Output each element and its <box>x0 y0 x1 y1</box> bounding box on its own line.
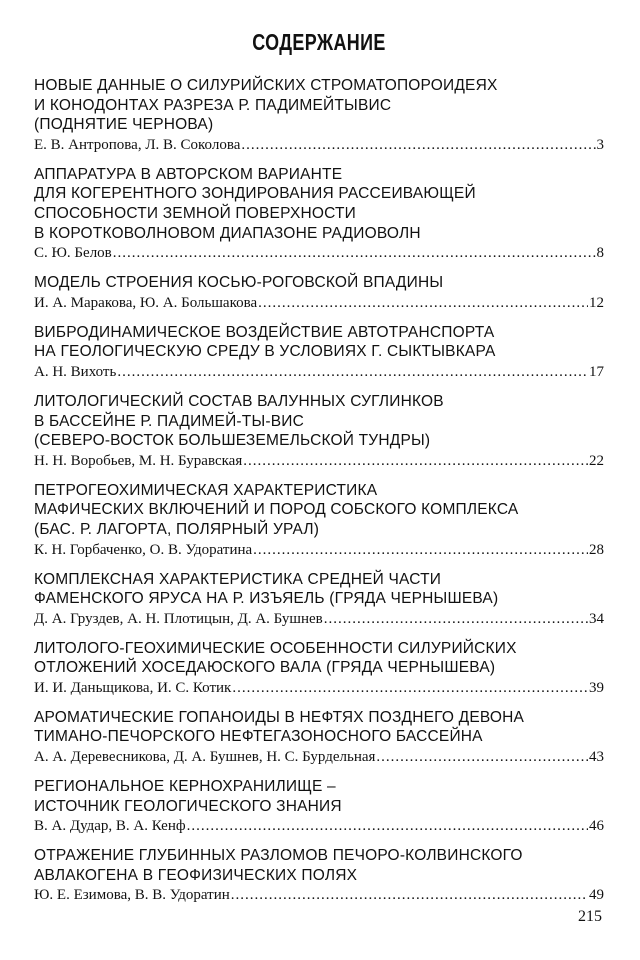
toc-entry[interactable] <box>34 708 604 767</box>
toc-entry-line <box>34 816 604 836</box>
toc-entry[interactable] <box>34 323 604 382</box>
toc-entry[interactable] <box>34 76 604 155</box>
toc-entry-authors: А. Н. Вихоть <box>34 363 117 380</box>
toc-entry-authors: Н. Н. Воробьев, М. Н. Буравская <box>34 452 243 469</box>
toc-entry-line <box>34 451 604 471</box>
toc-leader-dots <box>324 609 588 629</box>
toc-entry-page: 39 <box>589 679 604 696</box>
toc-entry[interactable] <box>34 846 604 905</box>
toc-entry-page: 49 <box>589 887 604 904</box>
toc-entry-title: ОТРАЖЕНИЕ ГЛУБИННЫХ РАЗЛОМОВ ПЕЧОРО-КОЛВИНСКОГО АВЛАКОГЕНА В ГЕОФИЗИЧЕСКИХ ПОЛЯХ <box>34 847 523 884</box>
toc-entry-line <box>34 678 604 698</box>
toc-entry-title: РЕГИОНАЛЬНОЕ КЕРНОХРАНИЛИЩЕ – ИСТОЧНИК ГЕОЛОГИЧЕСКОГО ЗНАНИЯ <box>34 778 342 815</box>
toc-page <box>34 26 604 915</box>
toc-entry-title: ПЕТРОГЕОХИМИЧЕСКАЯ ХАРАКТЕРИСТИКА МАФИЧЕСКИХ ВКЛЮЧЕНИЙ И ПОРОД СОБСКОГО КОМПЛЕКСА (БАС. Р. ЛАГОРТА, ПОЛЯРНЫЙ УРАЛ) <box>34 481 519 538</box>
toc-leader-dots <box>376 747 588 767</box>
toc-entry-title: ЛИТОЛОГИЧЕСКИЙ СОСТАВ ВАЛУННЫХ СУГЛИНКОВ В БАССЕЙНЕ Р. ПАДИМЕЙ-ТЫ-ВИС (СЕВЕРО-ВОСТОК БОЛЬШЕЗЕМЕЛЬСКОЙ ТУНДРЫ) <box>34 392 444 450</box>
toc-entry-authors: Ю. Е. Езимова, В. В. Удоратин <box>34 887 230 904</box>
toc-entry-line <box>34 609 604 629</box>
toc-entry-line <box>34 135 604 155</box>
toc-leader-dots <box>232 678 588 698</box>
toc-entry-page: 46 <box>589 818 604 835</box>
toc-entry[interactable] <box>34 639 604 698</box>
toc-entry[interactable] <box>34 570 604 629</box>
toc-entry-line <box>34 540 604 560</box>
toc-entry-page: 12 <box>589 294 604 311</box>
toc-entry-page: 17 <box>589 363 604 380</box>
toc-leader-dots <box>243 451 588 471</box>
toc-entry-page: 28 <box>589 541 604 558</box>
page-number: 215 <box>578 908 602 925</box>
toc-entry-page: 34 <box>589 610 604 627</box>
toc-entry[interactable] <box>34 777 604 836</box>
toc-entry-line <box>34 243 604 263</box>
toc-entry-authors: Д. А. Груздев, А. Н. Плотицын, Д. А. Бушнев <box>34 610 323 627</box>
toc-entry-page: 22 <box>589 452 604 469</box>
toc-entry-title: АРОМАТИЧЕСКИЕ ГОПАНОИДЫ В НЕФТЯХ ПОЗДНЕГО ДЕВОНА ТИМАНО-ПЕЧОРСКОГО НЕФТЕГАЗОНОСНОГО БАССЕЙНА <box>34 708 525 746</box>
toc-entry-title: ВИБРОДИНАМИЧЕСКОЕ ВОЗДЕЙСТВИЕ АВТОТРАНСПОРТА НА ГЕОЛОГИЧЕСКУЮ СРЕДУ В УСЛОВИЯХ Г. СЫКТЫВКАРА <box>34 323 496 361</box>
toc-entry[interactable] <box>34 392 604 471</box>
toc-entry-authors: В. А. Дудар, В. А. Кенф <box>34 818 186 835</box>
toc-entry-title: КОМПЛЕКСНАЯ ХАРАКТЕРИСТИКА СРЕДНЕЙ ЧАСТИ ФАМЕНСКОГО ЯРУСА НА Р. ИЗЪЯЕЛЬ (ГРЯДА ЧЕРНЫШЕВА) <box>34 570 499 608</box>
toc-leader-dots <box>117 362 588 382</box>
toc-entry-authors: И. А. Маракова, Ю. А. Большакова <box>34 294 258 311</box>
toc-entry-authors: А. А. Деревесникова, Д. А. Бушнев, Н. С. Бурдельная <box>34 749 376 766</box>
toc-entry[interactable] <box>34 273 604 313</box>
toc-leader-dots <box>258 293 588 313</box>
toc-entry-page: 3 <box>596 136 604 153</box>
toc-entry-line <box>34 293 604 313</box>
toc-entry[interactable] <box>34 165 604 263</box>
toc-entry-line <box>34 362 604 382</box>
toc-entry-page: 8 <box>596 245 604 262</box>
toc-entry[interactable] <box>34 481 604 560</box>
toc-entry-authors: К. Н. Горбаченко, О. В. Удоратина <box>34 541 253 558</box>
toc-list <box>34 76 604 905</box>
toc-entry-authors: Е. В. Антропова, Л. В. Соколова <box>34 136 241 153</box>
toc-entry-title: АППАРАТУРА В АВТОРСКОМ ВАРИАНТЕ ДЛЯ КОГЕРЕНТНОГО ЗОНДИРОВАНИЯ РАССЕИВАЮЩЕЙ СПОСОБНОСТИ ЗЕМНОЙ ПОВЕРХНОСТИ В КОРОТКОВОЛНОВОМ ДИАПАЗОНЕ РАДИОВОЛН <box>34 165 476 242</box>
toc-entry-authors: С. Ю. Белов <box>34 245 112 262</box>
toc-entry-title: МОДЕЛЬ СТРОЕНИЯ КОСЬЮ-РОГОВСКОЙ ВПАДИНЫ <box>34 274 444 292</box>
toc-leader-dots <box>231 885 588 905</box>
toc-entry-title: НОВЫЕ ДАННЫЕ О СИЛУРИЙСКИХ СТРОМАТОПОРОИДЕЯХ И КОНОДОНТАХ РАЗРЕЗА Р. ПАДИМЕЙТЫВИС (ПОДНЯТИЕ ЧЕРНОВА) <box>34 77 498 134</box>
toc-heading: СОДЕРЖАНИЕ <box>252 29 386 55</box>
toc-entry-line <box>34 747 604 767</box>
toc-leader-dots <box>187 816 588 836</box>
toc-entry-authors: И. И. Даньщикова, И. С. Котик <box>34 679 232 696</box>
toc-entry-page: 43 <box>589 749 604 766</box>
toc-leader-dots <box>241 135 595 155</box>
toc-leader-dots <box>113 243 596 263</box>
toc-entry-title: ЛИТОЛОГО-ГЕОХИМИЧЕСКИЕ ОСОБЕННОСТИ СИЛУРИЙСКИХ ОТЛОЖЕНИЙ ХОСЕДАЮСКОГО ВАЛА (ГРЯДА ЧЕРНЫШЕВА) <box>34 639 517 677</box>
toc-leader-dots <box>253 540 588 560</box>
toc-entry-line <box>34 885 604 905</box>
